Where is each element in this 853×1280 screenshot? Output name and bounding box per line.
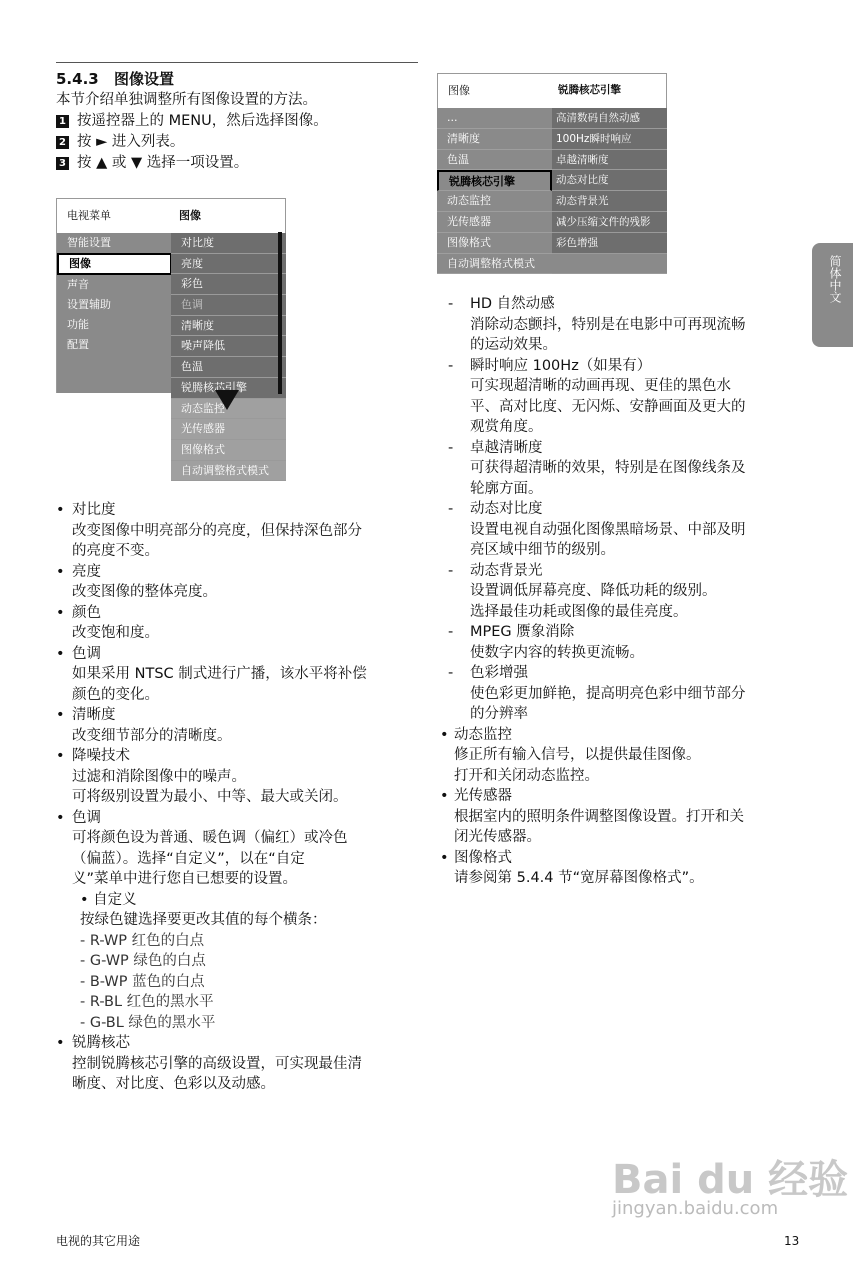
- right-text-column: [440, 294, 810, 889]
- menu-option[interactable]: 动态监控: [171, 399, 286, 420]
- item-desc: 改变饱和度。: [72, 625, 159, 641]
- item-desc: 改变图像的整体亮度。: [72, 584, 217, 600]
- footer-chapter: 电视的其它用途: [56, 1234, 141, 1248]
- submenu-option[interactable]: 卓越清晰度: [552, 150, 667, 171]
- watermark-url: jingyan.baidu.com: [612, 1198, 779, 1219]
- item-heading: 光传感器: [454, 788, 512, 804]
- dash-icon: -: [448, 357, 454, 374]
- item-desc: 闭光传感器。: [454, 829, 541, 845]
- item-heading: 亮度: [72, 563, 101, 580]
- submenu-item[interactable]: 图像格式: [437, 233, 552, 254]
- menu-left-column: [56, 233, 172, 393]
- bullet-icon: •: [56, 748, 65, 764]
- bullet-icon: •: [56, 1035, 65, 1051]
- submenu-option[interactable]: 减少压缩文件的残影: [552, 212, 667, 233]
- item-desc: 消除动态颤抖，特别是在电影中可再现流畅: [470, 316, 746, 333]
- menu-item[interactable]: 声音: [67, 278, 89, 291]
- item-heading: HD 自然动感: [470, 296, 555, 312]
- bullet-item: [440, 725, 810, 787]
- picture-submenu-panel: [437, 73, 667, 273]
- item-heading: 色彩增强: [470, 665, 528, 681]
- menu-item[interactable]: 功能: [67, 318, 89, 331]
- bullet-icon: •: [56, 645, 65, 662]
- item-desc: 可获得超清晰的效果，特别是在图像线条及: [470, 460, 746, 476]
- item-desc: 设置电视自动强化图像黑暗场景、中部及明: [470, 521, 746, 538]
- item-desc: 观赏角度。: [470, 419, 543, 435]
- item-desc: 打开和关闭动态监控。: [454, 767, 599, 784]
- item-desc: 改变细节部分的清晰度。: [72, 727, 232, 744]
- menu-option[interactable]: 光传感器: [171, 419, 286, 440]
- submenu-item[interactable]: ...: [437, 108, 552, 129]
- item-desc: 使色彩更加鲜艳，提高明亮色彩中细节部分: [470, 685, 746, 702]
- item-heading: 动态监控: [454, 726, 512, 743]
- step-number: 2: [56, 136, 69, 149]
- language-tab-label: 简体中文: [828, 255, 842, 303]
- item-desc: 如果采用 NTSC 制式进行广播，该水平将补偿: [72, 666, 367, 682]
- custom-sub: - R-BL 红色的黑水平: [80, 994, 214, 1010]
- intro-text: 本节介绍单独调整所有图像设置的方法。: [56, 92, 317, 108]
- page-number: 13: [784, 1234, 800, 1248]
- submenu-option[interactable]: 100Hz瞬时响应: [552, 129, 667, 150]
- bullet-item: [440, 786, 810, 848]
- item-heading: 锐腾核芯: [72, 1035, 130, 1051]
- item-heading: 颜色: [72, 604, 101, 621]
- item-heading: 清晰度: [72, 707, 116, 723]
- submenu-item[interactable]: 色温: [437, 150, 552, 171]
- item-desc: 亮区域中细节的级别。: [470, 542, 615, 558]
- menu-item[interactable]: 图像: [57, 253, 172, 275]
- menu-item[interactable]: 智能设置: [67, 236, 111, 249]
- item-desc: 义”菜单中进行您自已想要的设置。: [72, 871, 298, 887]
- menu-option[interactable]: 清晰度: [171, 316, 286, 337]
- menu-right-column: [171, 233, 286, 481]
- item-desc: 晰度、对比度、色彩以及动感。: [72, 1076, 275, 1092]
- tv-menu-panel: [56, 198, 286, 477]
- dash-item: [448, 438, 810, 500]
- item-desc: 的分辨率: [470, 706, 528, 722]
- item-desc: 使数字内容的转换更流畅。: [470, 644, 644, 661]
- item-desc: 根据室内的照明条件调整图像设置。打开和关: [454, 808, 744, 825]
- custom-block: [56, 890, 426, 1034]
- item-heading: 卓越清晰度: [470, 439, 543, 456]
- item-desc: 修正所有输入信号，以提供最佳图像。: [454, 747, 701, 763]
- menu-option[interactable]: 对比度: [171, 233, 286, 254]
- bullet-icon: •: [440, 788, 449, 804]
- menu-item[interactable]: 设置辅助: [67, 298, 111, 311]
- bullet-icon: •: [440, 849, 449, 866]
- item-heading: 动态背景光: [470, 562, 543, 579]
- submenu-option[interactable]: 动态对比度: [552, 170, 667, 191]
- bullet-item: [56, 603, 426, 644]
- step-number: 3: [56, 157, 69, 170]
- bullet-item: [56, 562, 426, 603]
- dash-icon: -: [448, 562, 454, 579]
- item-heading: 动态对比度: [470, 501, 543, 517]
- menu-option[interactable]: 锐腾核芯引擎: [171, 378, 286, 399]
- item-desc: 过滤和消除图像中的噪声。: [72, 768, 246, 785]
- item-desc: 可实现超清晰的动画再现、更佳的黑色水: [470, 378, 731, 394]
- step-text: 按 ► 进入列表。: [77, 134, 185, 150]
- submenu-option[interactable]: 高清数码自然动感: [552, 108, 667, 129]
- custom-sub: - G-BL 绿色的黑水平: [80, 1014, 216, 1031]
- step-number: 1: [56, 115, 69, 128]
- submenu-item[interactable]: 光传感器: [437, 212, 552, 233]
- item-desc: 选择最佳功耗或图像的最佳亮度。: [470, 603, 688, 620]
- item-desc: 轮廓方面。: [470, 480, 543, 497]
- dash-item: [448, 356, 810, 438]
- submenu-left-column: [437, 108, 552, 274]
- bullet-item: [56, 644, 426, 706]
- item-heading: 图像格式: [454, 849, 512, 866]
- dash-icon: -: [448, 439, 454, 456]
- item-desc: （偏蓝）。选择“自定义”，以在“自定: [72, 850, 305, 867]
- item-heading: 色调: [72, 809, 101, 826]
- custom-sub: - B-WP 蓝色的白点: [80, 973, 205, 990]
- item-desc: 改变图像中明亮部分的亮度，但保持深色部分: [72, 522, 362, 539]
- step-text: 按遥控器上的 MENU，然后选择图像。: [77, 113, 328, 129]
- bullet-icon: •: [440, 726, 449, 743]
- bullet-icon: •: [56, 809, 65, 826]
- bullet-icon: •: [56, 563, 65, 580]
- bullet-item: [56, 746, 426, 808]
- item-heading: MPEG 赝象消除: [470, 624, 575, 640]
- dash-icon: -: [448, 624, 454, 640]
- step-item: [56, 132, 426, 153]
- submenu-item[interactable]: 动态监控: [437, 191, 552, 212]
- item-desc: 控制锐腾核芯引擎的高级设置，可实现最佳清: [72, 1055, 362, 1072]
- menu-option[interactable]: 彩色: [171, 274, 286, 295]
- item-heading: 对比度: [72, 502, 116, 518]
- item-heading: 色调: [72, 645, 101, 662]
- menu-option[interactable]: 图像格式: [171, 440, 286, 461]
- bullet-item: [56, 500, 426, 562]
- menu-option[interactable]: 色温: [171, 357, 286, 378]
- item-desc: 平、高对比度、无闪烁、安静画面及更大的: [470, 398, 746, 415]
- item-desc: 颜色的变化。: [72, 686, 159, 703]
- dash-item: [448, 499, 810, 561]
- item-desc: 可将颜色设为普通、暖色调（偏红）或冷色: [72, 830, 348, 846]
- submenu-right-column: [552, 108, 667, 274]
- custom-sub: - G-WP 绿色的白点: [80, 953, 206, 969]
- bullet-item: [56, 1033, 426, 1095]
- item-heading: 瞬时响应 100Hz（如果有）: [470, 357, 652, 374]
- left-text-column: [56, 500, 426, 1095]
- item-desc: 可将级别设置为最小、中等、最大或关闭。: [72, 789, 348, 805]
- dash-item: [448, 294, 810, 356]
- submenu-item[interactable]: 自动调整格式模式: [437, 254, 552, 275]
- down-arrow-icon: [215, 390, 239, 410]
- dash-icon: -: [448, 296, 454, 312]
- bullet-item: [56, 705, 426, 746]
- menu-option[interactable]: 噪声降低: [171, 336, 286, 357]
- menu-scrollbar[interactable]: [278, 232, 282, 394]
- item-desc: 的运动效果。: [470, 337, 557, 353]
- custom-desc: 按绿色键选择要更改其值的每个横条：: [80, 912, 327, 928]
- dash-icon: -: [448, 501, 454, 517]
- top-rule: [56, 62, 418, 63]
- submenu-item[interactable]: 清晰度: [437, 129, 552, 150]
- menu-header: 电视菜单 图像: [56, 198, 286, 234]
- item-heading: 降噪技术: [72, 748, 130, 764]
- item-desc: 请参阅第 5.4.4 节“宽屏幕图像格式”。: [454, 870, 704, 886]
- menu-item[interactable]: 配置: [67, 338, 89, 351]
- bullet-icon: •: [56, 502, 65, 518]
- submenu-option[interactable]: 彩色增强: [552, 233, 667, 254]
- step-text: 按 ▲ 或 ▼ 选择一项设置。: [77, 155, 249, 171]
- custom-heading: • 自定义: [80, 891, 137, 908]
- bullet-item: [56, 808, 426, 890]
- submenu-header: 图像 锐腾核芯引擎: [437, 73, 667, 109]
- custom-sub: - R-WP 红色的白点: [80, 932, 205, 949]
- dash-icon: -: [448, 665, 454, 681]
- intro-block: [56, 90, 426, 174]
- dash-item: [448, 663, 810, 725]
- step-item: [56, 153, 426, 174]
- menu-option[interactable]: 色调: [171, 295, 286, 316]
- submenu-item[interactable]: 锐腾核芯引擎: [437, 170, 552, 191]
- bullet-item: [440, 848, 810, 889]
- watermark-logo: Bai du 经验: [612, 1157, 849, 1203]
- submenu-option[interactable]: [552, 254, 667, 275]
- submenu-option[interactable]: 动态背景光: [552, 191, 667, 212]
- section-heading: 5.4.3 图像设置: [56, 70, 175, 88]
- bullet-icon: •: [56, 707, 65, 723]
- dash-item: [448, 622, 810, 663]
- menu-option[interactable]: 亮度: [171, 254, 286, 275]
- dash-item: [448, 561, 810, 623]
- item-desc: 的亮度不变。: [72, 543, 159, 559]
- menu-option[interactable]: 自动调整格式模式: [171, 461, 286, 482]
- item-desc: 设置调低屏幕亮度、降低功耗的级别。: [470, 583, 717, 599]
- step-item: [56, 111, 426, 132]
- bullet-icon: •: [56, 604, 65, 621]
